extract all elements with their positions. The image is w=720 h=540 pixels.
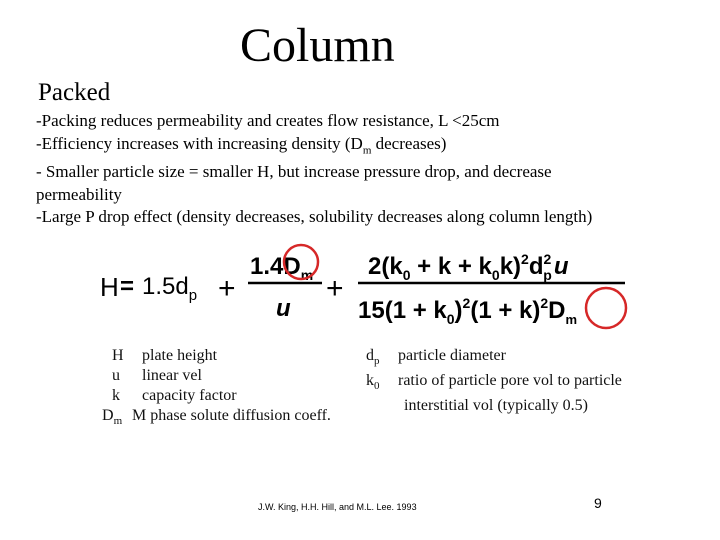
symbol-legend-right [366,346,622,416]
equation-plus: + [326,272,344,305]
equation-term1: $1.5d_p$ [142,273,198,304]
page-number: 9 [594,495,602,511]
equation-lhs: H [100,272,119,302]
equation-equals: = [120,273,135,300]
bullet-item: -Packing reduces permeability and creates flow resistance, L <25cm [36,111,500,130]
slide-subtitle: Packed [38,79,111,106]
bullet-item: -Efficiency increases with increasing density ($D_m$ decreases) [36,133,447,156]
van-deemter-equation [100,236,640,336]
legend-row: interstitial vol (typically 0.5) [404,397,588,415]
highlight-circle [586,288,626,328]
equation-graphic [100,236,640,336]
citation: J.W. King, H.H. Hill, and M.L. Lee. 1993 [258,502,417,512]
bullet-item: -Large P drop effect (density decreases, solubility decreases along column length) [36,207,593,227]
equation-den3: $15(1 + k_0)^2(1 + k)^2D_m$ [358,295,578,327]
bullet-item: permeability [36,184,122,204]
legend-row: H plate height [112,347,218,364]
legend-row: u linear vel [112,367,202,384]
legend-row: $D_m$ M phase solute diffusion coeff. [102,407,331,428]
equation-den2: u [276,295,291,322]
legend-row: $d_p$ particle diameter [366,347,506,368]
equation-num3: $2(k_0 + k + k_0k)^2d^2$ pu [368,251,569,283]
equation-plus: + [218,272,236,305]
bullet-list [36,110,706,229]
legend-row: k capacity factor [112,387,237,404]
bullet-item: - Smaller particle size = smaller H, but increase pressure drop, and decrease [36,162,552,182]
legend-row: $k_0$ ratio of particle pore vol to particle [366,372,622,393]
symbol-legend-left [102,346,331,431]
equation-num2: $1.4D_m$ [250,253,314,283]
slide-title: Column [240,19,395,72]
